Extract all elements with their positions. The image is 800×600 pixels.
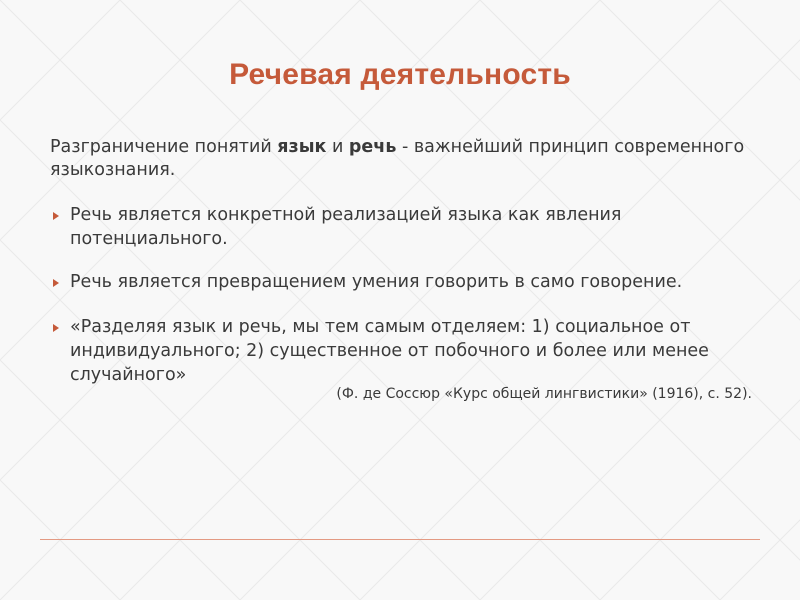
slide-title: Речевая деятельность	[229, 58, 571, 91]
bullet-text: Речь является конкретной реализацией языка как явления потенциального.	[70, 205, 622, 249]
bullet-arrow-icon	[53, 324, 59, 332]
bullet-arrow-icon	[53, 212, 59, 220]
intro-text-part3: - важнейший принцип современного языкознания.	[50, 137, 745, 180]
intro-paragraph	[50, 136, 750, 182]
bullet-text: Речь является превращением умения говорить в само говорение.	[70, 272, 683, 292]
list-item	[50, 270, 760, 294]
bullet-arrow-icon	[53, 279, 59, 287]
footer-divider	[40, 539, 760, 540]
intro-text-part1: Разграничение понятий	[50, 137, 278, 157]
bullet-text: «Разделяя язык и речь, мы тем самым отделяем: 1) социальное от индивидуального; 2) существенное от побочного и более или менее случайного»	[70, 317, 709, 385]
intro-text-part2: и	[326, 137, 349, 157]
term-speech: речь	[348, 137, 397, 157]
citation: (Ф. де Соссюр «Курс общей лингвистики» (1916), с. 52).	[336, 386, 752, 402]
list-item	[50, 203, 760, 251]
term-language: язык	[277, 137, 327, 157]
list-item	[50, 315, 760, 387]
